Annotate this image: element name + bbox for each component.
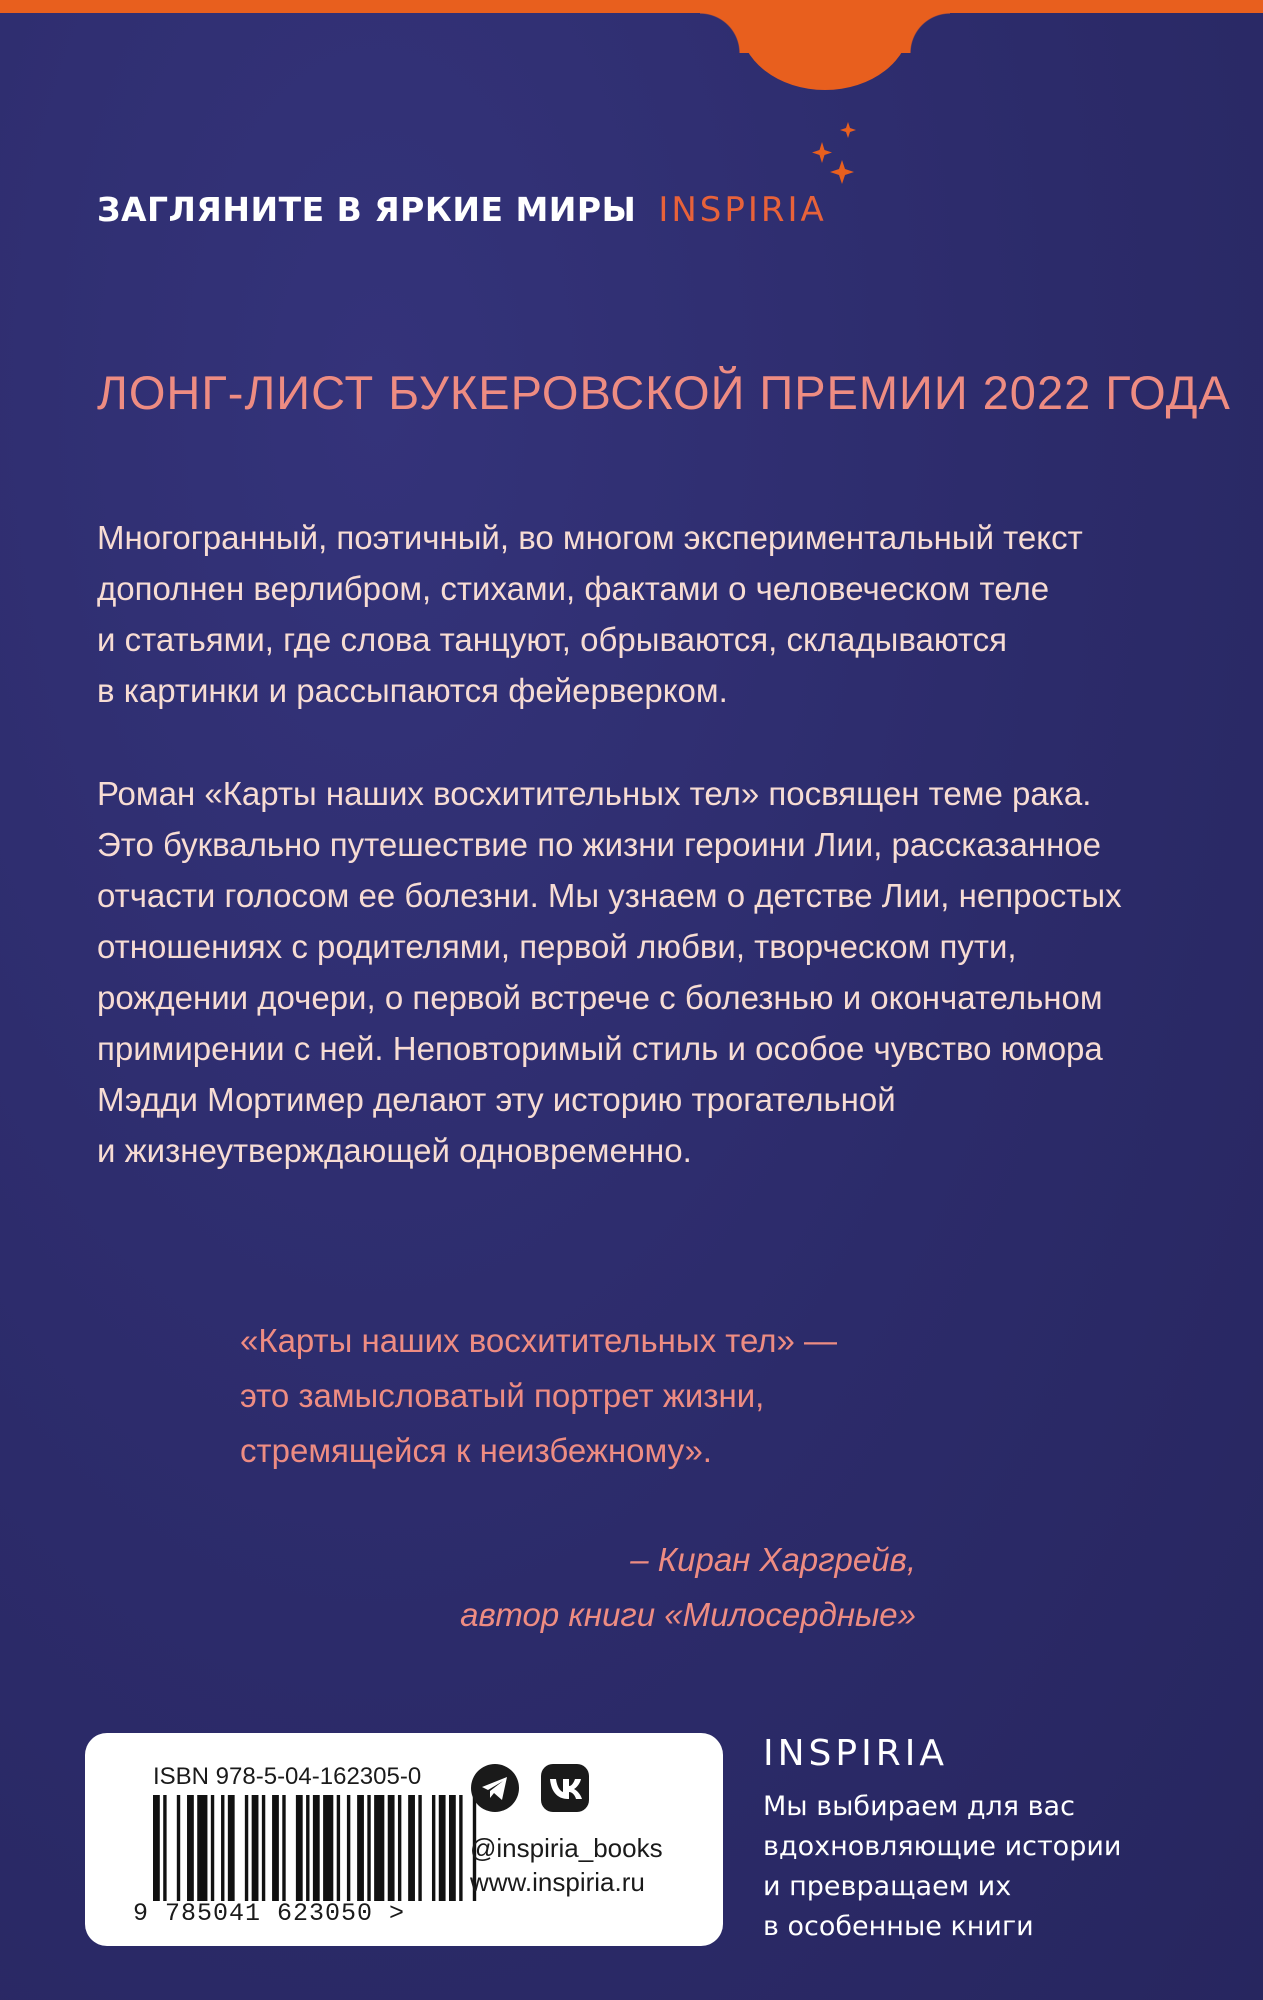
tagline-line: вдохновляющие истории <box>763 1831 1122 1862</box>
text-line: Многогранный, поэтичный, во многом экспериментальный текст <box>97 519 1083 556</box>
text-line: Роман «Карты наших восхитительных тел» посвящен теме рака. <box>97 775 1092 812</box>
text-line: дополнен верлибром, стихами, фактами о человеческом теле <box>97 570 1050 607</box>
header-title: ЗАГЛЯНИТЕ В ЯРКИЕ МИРЫ <box>97 190 637 229</box>
publisher-tagline <box>763 1787 1121 1947</box>
attribution-line: автор книги «Милосердные» <box>460 1596 916 1633</box>
header-brand: INSPIRIA <box>658 190 827 230</box>
text-line: Мэдди Мортимер делают эту историю трогательной <box>97 1081 896 1118</box>
quote-attribution <box>460 1532 916 1642</box>
description-paragraph-1 <box>97 512 1177 716</box>
social-handle: @inspiria_books <box>470 1833 663 1863</box>
text-line: и жизнеутверждающей одновременно. <box>97 1132 692 1169</box>
award-heading: ЛОНГ-ЛИСТ БУКЕРОВСКОЙ ПРЕМИИ 2022 ГОДА <box>97 366 1231 419</box>
tagline-line: в особенные книги <box>763 1911 1034 1942</box>
vk-icon[interactable] <box>540 1763 590 1813</box>
review-quote <box>240 1313 837 1478</box>
quote-line: «Карты наших восхитительных тел» — <box>240 1322 838 1359</box>
isbn-label: ISBN 978-5-04-162305-0 <box>153 1763 422 1790</box>
header-line <box>97 190 827 230</box>
text-line: Это буквально путешествие по жизни героини Лии, рассказанное <box>97 826 1102 863</box>
text-line: и статьями, где слова танцуют, обрываются, складываются <box>97 621 1007 658</box>
orange-bookmark-tab <box>740 0 910 90</box>
publisher-logo: INSPIRIA <box>763 1733 948 1774</box>
sparkles-icon <box>808 120 868 190</box>
tagline-line: и превращаем их <box>763 1871 1012 1902</box>
attribution-line: – Киран Харгрейв, <box>630 1541 916 1578</box>
quote-line: стремящейся к неизбежному». <box>240 1432 712 1469</box>
description-paragraph-2 <box>97 768 1177 1176</box>
tagline-line: Мы выбираем для вас <box>763 1791 1075 1822</box>
text-line: примирении с ней. Неповторимый стиль и особое чувство юмора <box>97 1030 1103 1067</box>
ean-digits: 9 785041 623050 > <box>133 1899 406 1928</box>
barcode-panel <box>85 1733 723 1946</box>
text-line: отношениях с родителями, первой любви, творческом пути, <box>97 928 1017 965</box>
top-orange-band <box>0 0 1263 13</box>
text-line: рождении дочери, о первой встрече с болезнью и окончательном <box>97 979 1103 1016</box>
barcode-image <box>153 1795 483 1901</box>
quote-line: это замысловатый портрет жизни, <box>240 1377 765 1414</box>
telegram-icon[interactable] <box>470 1763 520 1813</box>
text-line: в картинки и рассыпаются фейерверком. <box>97 672 728 709</box>
website-url: www.inspiria.ru <box>470 1867 645 1897</box>
text-line: отчасти голосом ее болезни. Мы узнаем о детстве Лии, непростых <box>97 877 1122 914</box>
